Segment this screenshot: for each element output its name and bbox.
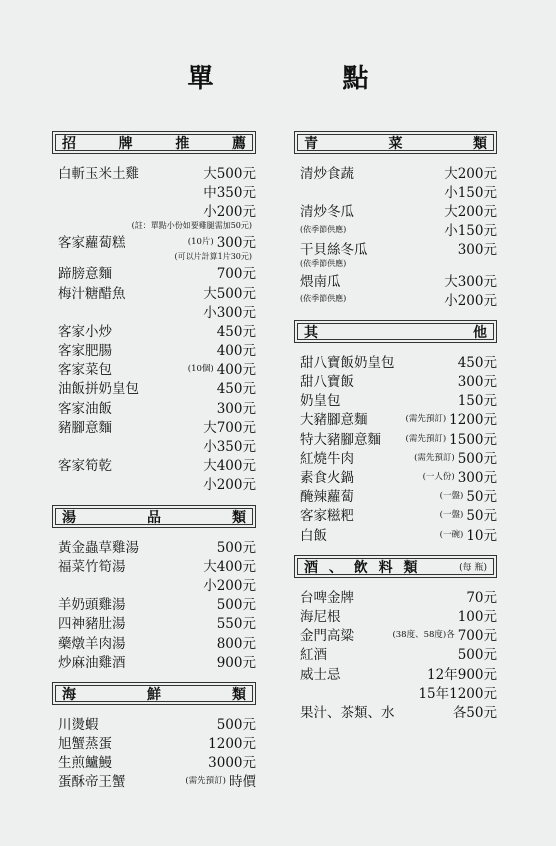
menu-item [294,447,497,466]
menu-item-price: 時價 [229,774,256,791]
menu-item-price: 50元 [466,489,497,506]
menu-item [294,289,497,308]
menu-item-note: (需先預訂) [185,776,226,787]
menu-item [294,270,497,289]
menu-item [294,390,497,409]
menu-item [294,701,497,720]
menu-item-name: 炒麻油雞酒 [58,654,126,671]
menu-item [52,282,256,301]
menu-item [52,555,256,574]
menu-footnote [294,258,497,270]
menu-item-name: 特大豬腳意麵 [300,431,381,448]
menu-item-name: 紅酒 [300,647,327,664]
menu-item-name: 客家筍乾 [58,458,112,475]
menu-item-price: 大300元 [444,273,497,290]
menu-item-price: 15年1200元 [418,685,497,702]
menu-item [294,200,497,219]
menu-item-name: 羊奶頭雞湯 [58,597,126,614]
section-items [294,154,497,308]
menu-item-price: 550元 [216,616,256,633]
menu-item-note: (38度、58度)各 [392,630,455,641]
menu-item-price: 450元 [216,381,256,398]
menu-item [52,301,256,320]
menu-item [52,574,256,593]
menu-item-price: 300元 [216,235,256,252]
section-items [52,528,256,670]
section-header [294,320,497,343]
menu-item-name: 梅汁糖醋魚 [58,285,126,302]
section-gap [52,670,256,682]
menu-item-name: 海尼根 [300,608,341,625]
menu-item-name: 奶皇包 [300,393,341,410]
menu-item-name: 四神豬肚湯 [58,616,126,633]
menu-item-name: 蹄膀意麵 [58,266,112,283]
menu-item-price: 小300元 [203,304,256,321]
menu-item-price: 300元 [457,374,497,391]
menu-item-name: 白飯 [300,527,327,544]
menu-item-name: 客家糍粑 [300,508,354,525]
section-header-char: 牌 [118,135,133,152]
menu-item-name: 客家蘿蔔糕 [58,235,126,252]
menu-item-name: 金門高粱 [300,628,354,645]
menu-item-price: 小150元 [444,184,497,201]
menu-item-price: 小150元 [444,223,497,240]
menu-item [294,644,497,663]
section-gap [294,308,497,320]
menu-item-price: 1200元 [449,412,497,429]
menu-item [294,162,497,181]
section-header-char: 推 [175,135,190,152]
menu-item-price: 700元 [216,266,256,283]
section-gap [294,543,497,555]
menu-item-name: 干貝絲冬瓜 [300,242,368,259]
footnote-text: (註：單點小份如要雞腿需加50元) [131,221,252,231]
menu-item [52,536,256,555]
menu-item-price: 大500元 [203,165,256,182]
menu-item-name: 藥燉羊肉湯 [58,635,126,652]
section-header-note: (每 瓶) [459,563,487,574]
menu-item-price: 450元 [216,323,256,340]
menu-item-price: 800元 [216,635,256,652]
section-gap [52,493,256,505]
menu-item [52,416,256,435]
menu-item-name: (依季節供應) [300,224,347,234]
menu-item-price: 1500元 [449,431,497,448]
menu-item [52,651,256,670]
menu-item [52,232,256,251]
menu-item [52,771,256,790]
menu-item-note: (一碗) [439,529,464,540]
menu-item-price: 小200元 [203,203,256,220]
menu-item-price: 500元 [457,647,497,664]
section-header-char: 品 [147,509,161,526]
menu-item-price: 500元 [457,450,497,467]
section-header-char: 菜 [388,135,403,152]
section-header-char: 青 [304,135,318,152]
section-header-char: 海 [62,686,76,703]
menu-item [52,474,256,493]
section-header-char: 類 [473,135,487,152]
menu-item-price: 小200元 [444,292,497,309]
menu-item-price: 小350元 [203,439,256,456]
menu-item [52,263,256,282]
menu-item [294,428,497,447]
section-header-char: 酒 、 飲 料 類 [304,559,421,576]
section-header-char: 其 [304,324,318,341]
menu-item-note: (需先預訂) [405,414,447,425]
menu-item-name: 油飯拼奶皇包 [58,381,139,398]
menu-item [52,397,256,416]
menu-item [52,340,256,359]
menu-item [294,486,497,505]
section-header [294,555,497,578]
section-header-char: 湯 [62,509,76,526]
menu-item-price: 500元 [216,539,256,556]
section-items [52,705,256,790]
menu-item [52,613,256,632]
menu-item-note: (需先預訂) [405,433,447,444]
section-header-char: 招 [62,135,76,152]
menu-item [52,378,256,397]
menu-item-name: 威士忌 [300,666,341,683]
menu-item-name: 甜八寶飯 [300,374,354,391]
menu-item-name: 白斬玉米土雞 [58,165,139,182]
menu-item-name: 福菜竹筍湯 [58,558,126,575]
menu-item [52,632,256,651]
menu-item-name: 生煎鱸鰻 [58,755,112,772]
menu-item [294,220,497,239]
menu-item [294,466,497,485]
menu-item [52,733,256,752]
menu-item-price: 50元 [466,508,497,525]
menu-item-price: 70元 [466,589,497,606]
menu-item-name: 客家小炒 [58,323,112,340]
menu-item [52,181,256,200]
menu-item-name: 醃辣蘿蔔 [300,489,354,506]
menu-item-name: 黃金蟲草雞湯 [58,539,139,556]
menu-footnote [52,220,256,232]
menu-item-name: 川燙蝦 [58,716,99,733]
menu-item-name: 煨南瓜 [300,273,341,290]
section-items [294,578,497,720]
menu-item-note: (一盤) [439,491,464,502]
menu-item-price: 300元 [457,470,497,487]
menu-item-price: 大200元 [444,165,497,182]
section-header [52,131,256,154]
left-column [52,131,256,790]
menu-item [294,181,497,200]
section-header-char: 鮮 [147,686,161,703]
menu-item-price: 150元 [457,393,497,410]
menu-item-price: 3000元 [208,755,256,772]
section-items [52,154,256,493]
menu-item-price: 大700元 [203,419,256,436]
menu-item-price: 450元 [457,354,497,371]
menu-item [294,586,497,605]
menu-item-price: 300元 [216,400,256,417]
menu-item [294,663,497,682]
menu-item [52,359,256,378]
menu-item-price: 700元 [457,628,497,645]
menu-item-price: 大400元 [203,458,256,475]
menu-item [294,524,497,543]
section-header [52,505,256,528]
menu-item-name: 甜八寶飯奶皇包 [300,354,395,371]
menu-item [294,239,497,258]
menu-item-price: 小200元 [203,577,256,594]
menu-item-price: 100元 [457,608,497,625]
menu-item [294,351,497,370]
menu-item-price: 中350元 [203,184,256,201]
menu-item [294,625,497,644]
footnote-text: (依季節供應) [300,259,347,269]
menu-item-price: 大200元 [444,203,497,220]
menu-item-price: 12年900元 [427,666,497,683]
menu-item-name: 旭蟹蒸蛋 [58,736,112,753]
menu-item-price: 900元 [216,654,256,671]
menu-item-name: 客家油飯 [58,400,112,417]
section-items [294,343,497,543]
menu-item-price: 大500元 [203,285,256,302]
menu-item-name: 大豬腳意麵 [300,412,368,429]
menu-item [52,455,256,474]
page-title: 單 點 [187,64,429,94]
menu-item-note: (10個) [187,364,214,375]
menu-item [52,594,256,613]
section-header-char: 類 [232,686,246,703]
menu-item-name: 紅燒牛肉 [300,450,354,467]
menu-item-name: 客家肥腸 [58,343,112,360]
menu-item-name: 豬腳意麵 [58,419,112,436]
menu-item [294,409,497,428]
menu-item-price: 300元 [457,242,497,259]
menu-item-name: 客家菜包 [58,362,112,379]
menu-item-name: 清炒冬瓜 [300,203,354,220]
menu-item-price: 500元 [216,597,256,614]
footnote-text: (可以片計算1片30元) [174,252,252,262]
menu-item [52,200,256,219]
menu-item-name: 果汁、茶類、水 [300,704,395,721]
section-header [294,131,497,154]
menu-item [52,162,256,181]
menu-item [52,752,256,771]
menu-item-price: 10元 [466,527,497,544]
menu-item [294,371,497,390]
menu-item-note: (一人份) [422,472,455,483]
section-header-char: 薦 [231,135,246,152]
menu-item-price: 1200元 [208,736,256,753]
section-header-char: 類 [232,509,246,526]
menu-footnote [52,251,256,263]
menu-item-name: 清炒食蔬 [300,165,354,182]
menu-item-name: 蛋酥帝王蟹 [58,774,126,791]
menu-item-note: (需先預訂) [414,452,455,463]
menu-item-note: (一盤) [439,510,464,521]
menu-item-price: 400元 [216,343,256,360]
menu-item-price: 各50元 [452,704,497,721]
menu-item [294,505,497,524]
menu-item-price: 小200元 [203,477,256,494]
menu-item-name: (依季節供應) [300,294,347,304]
menu-item-price: 大400元 [203,558,256,575]
menu-item-note: (10片) [187,237,214,248]
menu-item [52,435,256,454]
menu-item-name: 素食火鍋 [300,470,354,487]
section-header-char: 他 [473,324,487,341]
menu-item [52,320,256,339]
menu-item-name: 台啤金牌 [300,589,354,606]
menu-item-price: 500元 [216,716,256,733]
section-header [52,682,256,705]
menu-item [52,713,256,732]
menu-item-price: 400元 [216,362,256,379]
menu-item [294,682,497,701]
menu-item [294,605,497,624]
right-column [294,131,497,721]
